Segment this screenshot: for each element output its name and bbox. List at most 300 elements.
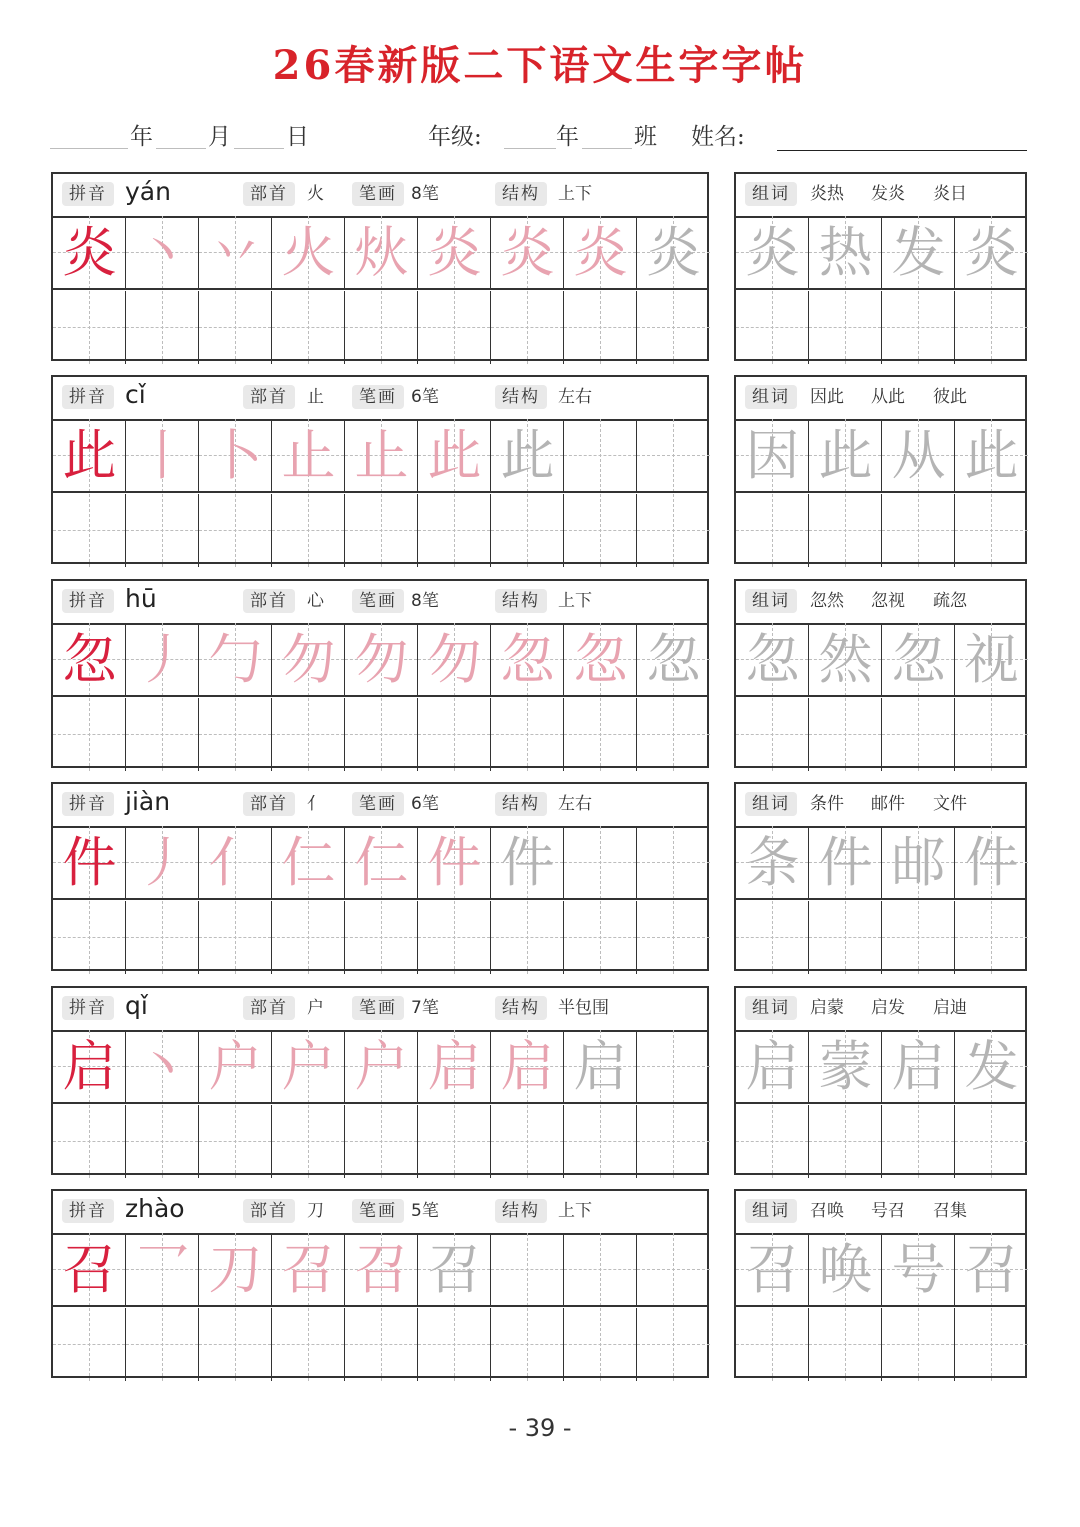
stroke-step-char: 炎: [427, 221, 482, 284]
stroke-step-char: 件: [500, 831, 555, 894]
blank-writing-cell[interactable]: [345, 1308, 418, 1381]
blank-writing-cell[interactable]: [564, 1105, 637, 1178]
model-char-cell: [53, 419, 126, 492]
stroke-step-cell: [564, 1030, 637, 1103]
blank-writing-cell[interactable]: [955, 698, 1028, 771]
blank-writing-cell[interactable]: [272, 291, 345, 364]
pinyin-tag: 拼音: [62, 385, 114, 409]
word-trace-cell: [809, 826, 882, 899]
strokes-value: 7笔: [411, 998, 439, 1018]
structure-tag: 结构: [495, 1199, 547, 1223]
blank-writing-cell[interactable]: [564, 901, 637, 974]
grade-label: 年级:: [428, 124, 482, 150]
words-tag: 组词: [745, 792, 797, 816]
model-char: 启: [62, 1035, 117, 1098]
blank-writing-cell[interactable]: [418, 901, 491, 974]
structure-tag: 结构: [495, 589, 547, 613]
model-char: 召: [62, 1238, 117, 1301]
radical-value: 亻: [307, 794, 324, 814]
stroke-step-char: 勿: [281, 628, 336, 691]
blank-writing-cell[interactable]: [126, 901, 199, 974]
page-title: 26春新版二下语文生字字帖: [272, 42, 808, 89]
row-divider: [53, 898, 707, 900]
structure-value: 左右: [558, 794, 592, 814]
structure-value: 上下: [558, 184, 592, 204]
stroke-step-char: 忽: [500, 628, 555, 691]
stroke-step-cell: [491, 623, 564, 696]
char-practice-grid: [51, 986, 709, 1175]
stroke-step-char: 止: [281, 424, 336, 487]
stroke-step-char: 亻: [208, 831, 263, 894]
word-item: 文件: [933, 794, 967, 814]
pinyin-tag: 拼音: [62, 589, 114, 613]
strokes-value: 6笔: [411, 794, 439, 814]
word-item: 邮件: [871, 794, 905, 814]
stroke-step-char: 启: [427, 1035, 482, 1098]
word-trace-char: 炎: [964, 221, 1019, 284]
stroke-step-cell: [345, 216, 418, 289]
word-trace-cell: [736, 1030, 809, 1103]
blank-writing-cell[interactable]: [53, 1308, 126, 1381]
class-blank: [582, 148, 632, 149]
stroke-step-cell: [272, 419, 345, 492]
structure-tag: 结构: [495, 996, 547, 1020]
char-practice-grid: [51, 1189, 709, 1378]
stroke-step-char: 启: [573, 1035, 628, 1098]
stroke-order-row: [53, 419, 707, 492]
stroke-step-cell: [199, 216, 272, 289]
blank-writing-cell[interactable]: [53, 494, 126, 567]
radical-value: 心: [307, 591, 324, 611]
radical-tag: 部首: [243, 1199, 295, 1223]
blank-writing-cell[interactable]: [491, 901, 564, 974]
word-writing-row: [736, 901, 1025, 974]
strokes-tag: 笔画: [352, 996, 404, 1020]
blank-writing-cell[interactable]: [491, 1105, 564, 1178]
blank-writing-cell[interactable]: [637, 901, 710, 974]
stroke-step-cell: [126, 826, 199, 899]
word-trace-cell: [809, 419, 882, 492]
stroke-step-char: 忽: [573, 628, 628, 691]
grade-year-label: 年: [556, 124, 579, 150]
stroke-step-char: 勿: [354, 628, 409, 691]
blank-writing-cell[interactable]: [564, 494, 637, 567]
row-divider: [53, 1305, 707, 1307]
word-item: 炎日: [933, 184, 967, 204]
word-trace-cell: [882, 216, 955, 289]
blank-writing-cell[interactable]: [736, 1105, 809, 1178]
blank-writing-cell[interactable]: [736, 1308, 809, 1381]
stroke-step-cell: [126, 419, 199, 492]
date-line: [50, 118, 1030, 158]
blank-writing-cell[interactable]: [345, 291, 418, 364]
grade-blank: [504, 148, 556, 149]
stroke-step-char: 忽: [646, 628, 701, 691]
writing-row: [53, 1105, 707, 1178]
blank-writing-cell[interactable]: [882, 494, 955, 567]
blank-writing-cell[interactable]: [736, 901, 809, 974]
blank-writing-cell[interactable]: [809, 291, 882, 364]
blank-writing-cell[interactable]: [418, 1308, 491, 1381]
blank-writing-cell[interactable]: [955, 1105, 1028, 1178]
blank-writing-cell[interactable]: [882, 901, 955, 974]
word-writing-row: [736, 1105, 1025, 1178]
stroke-step-cell: [637, 623, 710, 696]
word-practice-grid: [734, 986, 1027, 1175]
row-divider: [736, 1102, 1025, 1104]
pinyin-value: qǐ: [125, 991, 148, 1020]
page-number: - 39 -: [508, 1414, 572, 1442]
stroke-order-row: [53, 1233, 707, 1306]
radical-value: 火: [307, 184, 324, 204]
year-blank: [50, 148, 128, 149]
model-char: 炎: [62, 221, 117, 284]
blank-writing-cell[interactable]: [736, 291, 809, 364]
word-trace-char: 蒙: [818, 1035, 873, 1098]
word-trace-char: 召: [964, 1238, 1019, 1301]
stroke-step-cell: [345, 1030, 418, 1103]
blank-writing-cell[interactable]: [199, 291, 272, 364]
blank-writing-cell[interactable]: [809, 901, 882, 974]
structure-value: 半包围: [558, 998, 609, 1018]
stroke-step-char: 召: [354, 1238, 409, 1301]
blank-writing-cell[interactable]: [418, 1105, 491, 1178]
stroke-step-cell: [199, 623, 272, 696]
word-item: 条件: [810, 794, 844, 814]
blank-writing-cell[interactable]: [272, 1308, 345, 1381]
words-header: [736, 581, 1025, 625]
blank-writing-cell[interactable]: [491, 1308, 564, 1381]
stroke-step-char: 此: [427, 424, 482, 487]
stroke-step-char: 丿: [135, 831, 190, 894]
stroke-step-cell: [491, 419, 564, 492]
word-trace-row: [736, 623, 1025, 696]
strokes-value: 8笔: [411, 184, 439, 204]
words-header: [736, 377, 1025, 421]
blank-writing-cell[interactable]: [564, 1308, 637, 1381]
word-trace-row: [736, 419, 1025, 492]
stroke-step-cell: [418, 1030, 491, 1103]
blank-writing-cell[interactable]: [882, 1308, 955, 1381]
blank-writing-cell[interactable]: [637, 698, 710, 771]
stroke-step-cell: [564, 419, 637, 492]
blank-writing-cell[interactable]: [199, 1105, 272, 1178]
stroke-step-char: 刀: [208, 1238, 263, 1301]
stroke-step-char: 召: [281, 1238, 336, 1301]
stroke-step-char: 仁: [354, 831, 409, 894]
word-item: 号召: [871, 1201, 905, 1221]
pinyin-value: yán: [125, 177, 171, 206]
month-blank: [156, 148, 206, 149]
pinyin-value: jiàn: [125, 787, 171, 816]
blank-writing-cell[interactable]: [53, 291, 126, 364]
word-trace-cell: [736, 419, 809, 492]
word-trace-cell: [882, 1030, 955, 1103]
day-label: 日: [286, 124, 309, 150]
model-char-cell: [53, 216, 126, 289]
word-item: 炎热: [810, 184, 844, 204]
class-label: 班: [634, 124, 657, 150]
stroke-step-char: 户: [354, 1035, 409, 1098]
blank-writing-cell[interactable]: [736, 494, 809, 567]
word-trace-char: 件: [964, 831, 1019, 894]
words-header: [736, 784, 1025, 828]
word-item: 召唤: [810, 1201, 844, 1221]
words-tag: 组词: [745, 1199, 797, 1223]
model-char-cell: [53, 1233, 126, 1306]
stroke-step-char: 炎: [500, 221, 555, 284]
strokes-tag: 笔画: [352, 182, 404, 206]
word-item: 疏忽: [933, 591, 967, 611]
structure-value: 左右: [558, 387, 592, 407]
blank-writing-cell[interactable]: [126, 291, 199, 364]
stroke-step-cell: [272, 826, 345, 899]
word-trace-cell: [955, 1233, 1028, 1306]
blank-writing-cell[interactable]: [882, 291, 955, 364]
word-trace-cell: [736, 1233, 809, 1306]
blank-writing-cell[interactable]: [491, 291, 564, 364]
blank-writing-cell[interactable]: [418, 698, 491, 771]
writing-row: [53, 494, 707, 567]
stroke-step-cell: [637, 216, 710, 289]
model-char: 忽: [62, 628, 117, 691]
blank-writing-cell[interactable]: [199, 698, 272, 771]
pinyin-value: hū: [125, 584, 157, 613]
structure-tag: 结构: [495, 182, 547, 206]
blank-writing-cell[interactable]: [126, 1308, 199, 1381]
blank-writing-cell[interactable]: [272, 698, 345, 771]
blank-writing-cell[interactable]: [955, 1308, 1028, 1381]
structure-value: 上下: [558, 1201, 592, 1221]
stroke-step-cell: [199, 419, 272, 492]
word-writing-row: [736, 1308, 1025, 1381]
pinyin-tag: 拼音: [62, 996, 114, 1020]
blank-writing-cell[interactable]: [272, 1105, 345, 1178]
word-trace-char: 热: [818, 221, 873, 284]
stroke-order-row: [53, 623, 707, 696]
stroke-step-cell: [564, 216, 637, 289]
blank-writing-cell[interactable]: [126, 1105, 199, 1178]
stroke-step-cell: [637, 419, 710, 492]
blank-writing-cell[interactable]: [955, 494, 1028, 567]
strokes-tag: 笔画: [352, 385, 404, 409]
stroke-step-cell: [418, 419, 491, 492]
row-divider: [736, 491, 1025, 493]
blank-writing-cell[interactable]: [564, 291, 637, 364]
word-trace-char: 邮: [891, 831, 946, 894]
blank-writing-cell[interactable]: [564, 698, 637, 771]
word-trace-row: [736, 216, 1025, 289]
word-trace-char: 此: [818, 424, 873, 487]
blank-writing-cell[interactable]: [882, 1105, 955, 1178]
stroke-step-cell: [418, 216, 491, 289]
stroke-step-cell: [564, 623, 637, 696]
stroke-step-char: 止: [354, 424, 409, 487]
words-tag: 组词: [745, 589, 797, 613]
stroke-step-cell: [637, 826, 710, 899]
blank-writing-cell[interactable]: [809, 1308, 882, 1381]
strokes-tag: 笔画: [352, 589, 404, 613]
blank-writing-cell[interactable]: [736, 698, 809, 771]
strokes-tag: 笔画: [352, 1199, 404, 1223]
word-item: 召集: [933, 1201, 967, 1221]
strokes-value: 8笔: [411, 591, 439, 611]
blank-writing-cell[interactable]: [418, 494, 491, 567]
blank-writing-cell[interactable]: [491, 494, 564, 567]
pinyin-tag: 拼音: [62, 182, 114, 206]
stroke-step-char: 乛: [135, 1238, 190, 1301]
word-trace-cell: [882, 419, 955, 492]
radical-value: 止: [307, 387, 324, 407]
blank-writing-cell[interactable]: [126, 494, 199, 567]
model-char: 件: [62, 831, 117, 894]
blank-writing-cell[interactable]: [199, 1308, 272, 1381]
stroke-step-cell: [345, 1233, 418, 1306]
stroke-step-cell: [564, 826, 637, 899]
blank-writing-cell[interactable]: [199, 494, 272, 567]
words-header: [736, 988, 1025, 1032]
structure-value: 上下: [558, 591, 592, 611]
blank-writing-cell[interactable]: [955, 901, 1028, 974]
word-trace-char: 然: [818, 628, 873, 691]
radical-value: 户: [307, 998, 324, 1018]
stroke-step-char: 火: [281, 221, 336, 284]
blank-writing-cell[interactable]: [809, 698, 882, 771]
word-item: 发炎: [871, 184, 905, 204]
blank-writing-cell[interactable]: [53, 901, 126, 974]
pinyin-tag: 拼音: [62, 792, 114, 816]
writing-row: [53, 291, 707, 364]
word-trace-char: 视: [964, 628, 1019, 691]
blank-writing-cell[interactable]: [199, 901, 272, 974]
stroke-step-char: 启: [500, 1035, 555, 1098]
word-trace-cell: [955, 1030, 1028, 1103]
word-practice-grid: [734, 1189, 1027, 1378]
blank-writing-cell[interactable]: [809, 494, 882, 567]
word-trace-char: 此: [964, 424, 1019, 487]
words-header: [736, 1191, 1025, 1235]
writing-row: [53, 698, 707, 771]
char-practice-grid: [51, 172, 709, 361]
stroke-order-row: [53, 1030, 707, 1103]
char-practice-grid: [51, 375, 709, 564]
stroke-step-cell: [272, 1233, 345, 1306]
blank-writing-cell[interactable]: [345, 698, 418, 771]
blank-writing-cell[interactable]: [345, 1105, 418, 1178]
blank-writing-cell[interactable]: [126, 698, 199, 771]
structure-tag: 结构: [495, 792, 547, 816]
row-divider: [736, 1305, 1025, 1307]
stroke-step-char: 仁: [281, 831, 336, 894]
blank-writing-cell[interactable]: [491, 698, 564, 771]
blank-writing-cell[interactable]: [809, 1105, 882, 1178]
row-divider: [53, 491, 707, 493]
blank-writing-cell[interactable]: [53, 1105, 126, 1178]
blank-writing-cell[interactable]: [345, 494, 418, 567]
word-trace-char: 启: [891, 1035, 946, 1098]
stroke-step-char: 丨: [135, 424, 190, 487]
blank-writing-cell[interactable]: [637, 1308, 710, 1381]
stroke-step-cell: [126, 216, 199, 289]
model-char: 此: [62, 424, 117, 487]
blank-writing-cell[interactable]: [53, 698, 126, 771]
stroke-step-cell: [199, 1030, 272, 1103]
word-trace-cell: [809, 216, 882, 289]
char-practice-grid: [51, 579, 709, 768]
blank-writing-cell[interactable]: [345, 901, 418, 974]
row-divider: [736, 288, 1025, 290]
radical-value: 刀: [307, 1201, 324, 1221]
word-practice-grid: [734, 579, 1027, 768]
stroke-step-cell: [199, 1233, 272, 1306]
blank-writing-cell[interactable]: [637, 291, 710, 364]
word-trace-cell: [882, 1233, 955, 1306]
month-label: 月: [208, 124, 231, 150]
word-trace-char: 从: [891, 424, 946, 487]
word-trace-char: 忽: [891, 628, 946, 691]
word-trace-char: 发: [964, 1035, 1019, 1098]
word-trace-char: 因: [745, 424, 800, 487]
stroke-step-cell: [491, 216, 564, 289]
stroke-step-char: 丶: [135, 1035, 190, 1098]
char-info-header: [53, 784, 707, 828]
word-trace-cell: [882, 623, 955, 696]
stroke-step-char: 丿: [135, 628, 190, 691]
char-info-header: [53, 1191, 707, 1235]
blank-writing-cell[interactable]: [882, 698, 955, 771]
year-label: 年: [130, 124, 153, 150]
strokes-tag: 笔画: [352, 792, 404, 816]
stroke-step-cell: [126, 623, 199, 696]
stroke-step-char: 此: [500, 424, 555, 487]
word-item: 启迪: [933, 998, 967, 1018]
blank-writing-cell[interactable]: [637, 494, 710, 567]
word-trace-char: 发: [891, 221, 946, 284]
word-trace-cell: [882, 826, 955, 899]
stroke-step-cell: [345, 419, 418, 492]
words-tag: 组词: [745, 385, 797, 409]
word-trace-char: 条: [745, 831, 800, 894]
name-label: 姓名:: [691, 124, 745, 150]
pinyin-value: cǐ: [125, 380, 146, 409]
blank-writing-cell[interactable]: [955, 291, 1028, 364]
writing-row: [53, 1308, 707, 1381]
blank-writing-cell[interactable]: [272, 901, 345, 974]
char-practice-grid: [51, 782, 709, 971]
word-item: 启发: [871, 998, 905, 1018]
stroke-step-cell: [491, 1030, 564, 1103]
stroke-step-cell: [272, 623, 345, 696]
word-trace-char: 启: [745, 1035, 800, 1098]
char-info-header: [53, 377, 707, 421]
word-practice-grid: [734, 375, 1027, 564]
blank-writing-cell[interactable]: [272, 494, 345, 567]
stroke-step-cell: [272, 1030, 345, 1103]
blank-writing-cell[interactable]: [418, 291, 491, 364]
name-blank: [777, 150, 1027, 151]
word-trace-cell: [955, 419, 1028, 492]
stroke-step-char: 召: [427, 1238, 482, 1301]
blank-writing-cell[interactable]: [637, 1105, 710, 1178]
stroke-step-cell: [637, 1030, 710, 1103]
word-practice-grid: [734, 782, 1027, 971]
stroke-step-cell: [126, 1030, 199, 1103]
structure-tag: 结构: [495, 385, 547, 409]
strokes-value: 6笔: [411, 387, 439, 407]
word-writing-row: [736, 291, 1025, 364]
stroke-step-char: 丷: [208, 221, 263, 284]
stroke-step-cell: [272, 216, 345, 289]
